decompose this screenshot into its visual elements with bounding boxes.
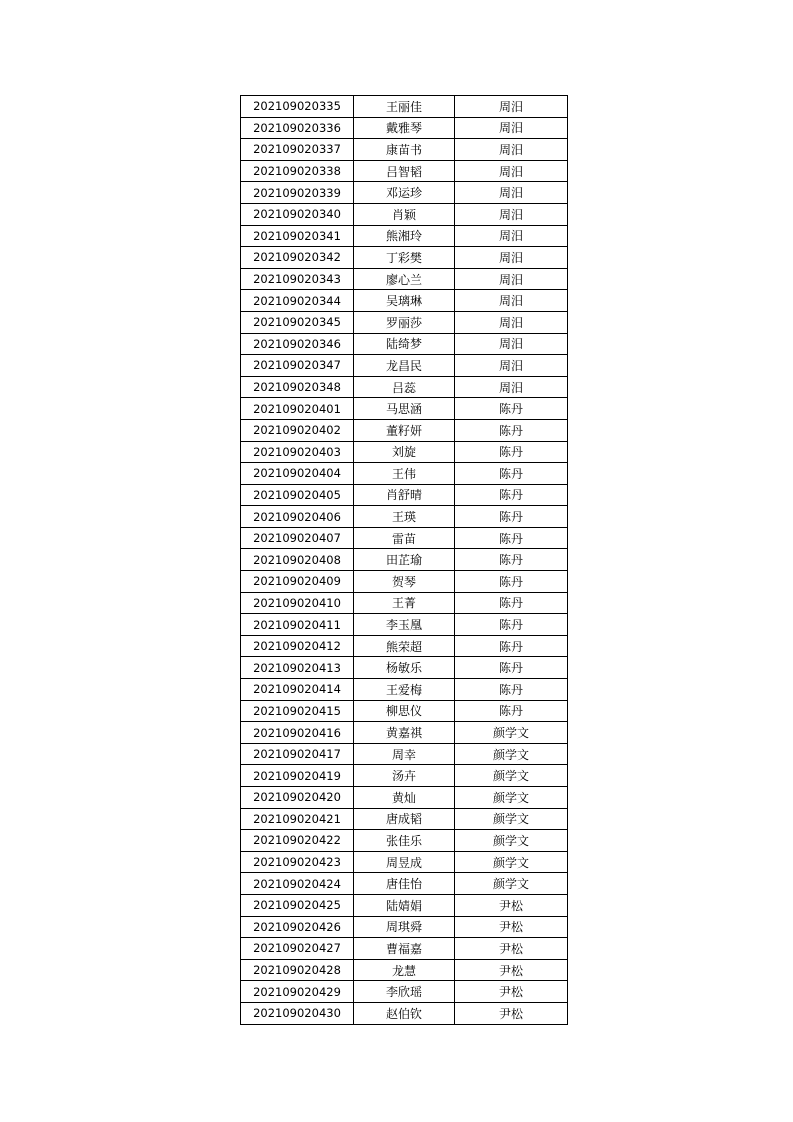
cell-name: 曹福嘉 xyxy=(354,938,455,960)
cell-name: 刘旋 xyxy=(354,441,455,463)
cell-id: 202109020343 xyxy=(241,268,354,290)
table-row xyxy=(241,527,568,549)
table-row xyxy=(241,765,568,787)
table-row xyxy=(241,333,568,355)
cell-id: 202109020341 xyxy=(241,225,354,247)
cell-name: 陆绮梦 xyxy=(354,333,455,355)
cell-teacher: 陈丹 xyxy=(455,679,568,701)
cell-id: 202109020406 xyxy=(241,506,354,528)
cell-teacher: 尹松 xyxy=(455,1002,568,1024)
table-row xyxy=(241,679,568,701)
cell-id: 202109020410 xyxy=(241,592,354,614)
table-row xyxy=(241,851,568,873)
table-row xyxy=(241,117,568,139)
cell-name: 唐佳怡 xyxy=(354,873,455,895)
table-row xyxy=(241,873,568,895)
cell-name: 王丽佳 xyxy=(354,96,455,118)
cell-teacher: 周汨 xyxy=(455,160,568,182)
table-row xyxy=(241,938,568,960)
cell-id: 202109020348 xyxy=(241,376,354,398)
cell-teacher: 陈丹 xyxy=(455,463,568,485)
cell-name: 王瑛 xyxy=(354,506,455,528)
table-row xyxy=(241,441,568,463)
cell-id: 202109020415 xyxy=(241,700,354,722)
cell-teacher: 周汨 xyxy=(455,290,568,312)
table-row xyxy=(241,355,568,377)
cell-teacher: 尹松 xyxy=(455,916,568,938)
table-row xyxy=(241,981,568,1003)
cell-id: 202109020420 xyxy=(241,787,354,809)
table-row xyxy=(241,463,568,485)
cell-id: 202109020422 xyxy=(241,830,354,852)
table-row xyxy=(241,571,568,593)
cell-name: 雷苗 xyxy=(354,527,455,549)
table-row xyxy=(241,549,568,571)
cell-id: 202109020414 xyxy=(241,679,354,701)
cell-teacher: 周汨 xyxy=(455,355,568,377)
cell-name: 熊荣超 xyxy=(354,635,455,657)
cell-name: 吕蕊 xyxy=(354,376,455,398)
cell-name: 肖颖 xyxy=(354,203,455,225)
table-row xyxy=(241,506,568,528)
cell-teacher: 陈丹 xyxy=(455,506,568,528)
cell-id: 202109020338 xyxy=(241,160,354,182)
table-row xyxy=(241,290,568,312)
cell-teacher: 周汨 xyxy=(455,139,568,161)
cell-id: 202109020401 xyxy=(241,398,354,420)
cell-teacher: 周汨 xyxy=(455,311,568,333)
cell-name: 吕智韬 xyxy=(354,160,455,182)
cell-name: 罗丽莎 xyxy=(354,311,455,333)
cell-id: 202109020427 xyxy=(241,938,354,960)
cell-id: 202109020405 xyxy=(241,484,354,506)
cell-id: 202109020416 xyxy=(241,722,354,744)
table-row xyxy=(241,182,568,204)
cell-id: 202109020429 xyxy=(241,981,354,1003)
cell-name: 田芷瑜 xyxy=(354,549,455,571)
cell-id: 202109020409 xyxy=(241,571,354,593)
table-row xyxy=(241,894,568,916)
table-row xyxy=(241,592,568,614)
table-row xyxy=(241,743,568,765)
cell-name: 丁彩樊 xyxy=(354,247,455,269)
cell-id: 202109020421 xyxy=(241,808,354,830)
cell-id: 202109020346 xyxy=(241,333,354,355)
table-row xyxy=(241,376,568,398)
cell-name: 马思涵 xyxy=(354,398,455,420)
cell-teacher: 周汨 xyxy=(455,96,568,118)
cell-id: 202109020339 xyxy=(241,182,354,204)
cell-teacher: 尹松 xyxy=(455,959,568,981)
table-row xyxy=(241,808,568,830)
cell-name: 周琪舜 xyxy=(354,916,455,938)
cell-id: 202109020430 xyxy=(241,1002,354,1024)
cell-teacher: 颜学文 xyxy=(455,743,568,765)
cell-name: 熊湘玲 xyxy=(354,225,455,247)
cell-name: 黄灿 xyxy=(354,787,455,809)
cell-teacher: 陈丹 xyxy=(455,635,568,657)
table-row xyxy=(241,96,568,118)
cell-name: 周幸 xyxy=(354,743,455,765)
cell-name: 陆婧娟 xyxy=(354,894,455,916)
cell-id: 202109020345 xyxy=(241,311,354,333)
cell-id: 202109020407 xyxy=(241,527,354,549)
table-row xyxy=(241,722,568,744)
cell-id: 202109020402 xyxy=(241,419,354,441)
cell-id: 202109020404 xyxy=(241,463,354,485)
table-row xyxy=(241,225,568,247)
cell-id: 202109020335 xyxy=(241,96,354,118)
table-row xyxy=(241,1002,568,1024)
cell-teacher: 颜学文 xyxy=(455,873,568,895)
cell-name: 肖舒晴 xyxy=(354,484,455,506)
cell-teacher: 颜学文 xyxy=(455,851,568,873)
cell-name: 李玉凰 xyxy=(354,614,455,636)
table-row xyxy=(241,830,568,852)
cell-id: 202109020425 xyxy=(241,894,354,916)
cell-teacher: 颜学文 xyxy=(455,808,568,830)
cell-teacher: 颜学文 xyxy=(455,787,568,809)
cell-name: 赵伯钦 xyxy=(354,1002,455,1024)
table-row xyxy=(241,916,568,938)
cell-teacher: 陈丹 xyxy=(455,527,568,549)
cell-id: 202109020423 xyxy=(241,851,354,873)
cell-teacher: 周汨 xyxy=(455,376,568,398)
cell-name: 康苗书 xyxy=(354,139,455,161)
table-row xyxy=(241,160,568,182)
cell-teacher: 周汨 xyxy=(455,182,568,204)
cell-teacher: 颜学文 xyxy=(455,830,568,852)
cell-id: 202109020342 xyxy=(241,247,354,269)
cell-name: 周昱成 xyxy=(354,851,455,873)
cell-name: 杨敏乐 xyxy=(354,657,455,679)
table-row xyxy=(241,398,568,420)
cell-id: 202109020344 xyxy=(241,290,354,312)
cell-id: 202109020403 xyxy=(241,441,354,463)
cell-name: 王菁 xyxy=(354,592,455,614)
cell-teacher: 尹松 xyxy=(455,981,568,1003)
table-row xyxy=(241,959,568,981)
cell-name: 王伟 xyxy=(354,463,455,485)
cell-name: 贺琴 xyxy=(354,571,455,593)
cell-name: 王爱梅 xyxy=(354,679,455,701)
cell-teacher: 陈丹 xyxy=(455,592,568,614)
cell-id: 202109020419 xyxy=(241,765,354,787)
table-row xyxy=(241,311,568,333)
student-table-body xyxy=(241,96,568,1025)
cell-id: 202109020412 xyxy=(241,635,354,657)
cell-id: 202109020408 xyxy=(241,549,354,571)
cell-teacher: 周汨 xyxy=(455,203,568,225)
cell-name: 邓运珍 xyxy=(354,182,455,204)
cell-name: 李欣瑶 xyxy=(354,981,455,1003)
cell-id: 202109020337 xyxy=(241,139,354,161)
cell-id: 202109020413 xyxy=(241,657,354,679)
cell-teacher: 周汨 xyxy=(455,225,568,247)
cell-teacher: 颜学文 xyxy=(455,765,568,787)
table-row xyxy=(241,247,568,269)
cell-name: 唐成韬 xyxy=(354,808,455,830)
table-row xyxy=(241,203,568,225)
cell-name: 柳思仪 xyxy=(354,700,455,722)
cell-name: 龙昌民 xyxy=(354,355,455,377)
cell-teacher: 陈丹 xyxy=(455,614,568,636)
cell-teacher: 尹松 xyxy=(455,938,568,960)
cell-teacher: 陈丹 xyxy=(455,549,568,571)
cell-teacher: 陈丹 xyxy=(455,484,568,506)
cell-name: 戴雅琴 xyxy=(354,117,455,139)
cell-teacher: 颜学文 xyxy=(455,722,568,744)
cell-id: 202109020336 xyxy=(241,117,354,139)
cell-teacher: 陈丹 xyxy=(455,657,568,679)
cell-teacher: 陈丹 xyxy=(455,419,568,441)
cell-teacher: 周汨 xyxy=(455,117,568,139)
cell-name: 汤卉 xyxy=(354,765,455,787)
cell-name: 廖心兰 xyxy=(354,268,455,290)
table-row xyxy=(241,635,568,657)
cell-name: 吴璃琳 xyxy=(354,290,455,312)
cell-teacher: 陈丹 xyxy=(455,700,568,722)
cell-id: 202109020428 xyxy=(241,959,354,981)
cell-teacher: 陈丹 xyxy=(455,398,568,420)
cell-name: 黄嘉祺 xyxy=(354,722,455,744)
table-row xyxy=(241,484,568,506)
student-table xyxy=(240,95,568,1025)
cell-teacher: 周汨 xyxy=(455,268,568,290)
cell-teacher: 尹松 xyxy=(455,894,568,916)
cell-id: 202109020417 xyxy=(241,743,354,765)
cell-name: 龙慧 xyxy=(354,959,455,981)
cell-teacher: 周汨 xyxy=(455,247,568,269)
table-row xyxy=(241,419,568,441)
cell-teacher: 陈丹 xyxy=(455,571,568,593)
table-row xyxy=(241,700,568,722)
cell-teacher: 陈丹 xyxy=(455,441,568,463)
cell-name: 张佳乐 xyxy=(354,830,455,852)
cell-id: 202109020424 xyxy=(241,873,354,895)
cell-teacher: 周汨 xyxy=(455,333,568,355)
cell-id: 202109020347 xyxy=(241,355,354,377)
cell-id: 202109020426 xyxy=(241,916,354,938)
cell-id: 202109020411 xyxy=(241,614,354,636)
cell-id: 202109020340 xyxy=(241,203,354,225)
table-row xyxy=(241,657,568,679)
table-row xyxy=(241,139,568,161)
table-row xyxy=(241,268,568,290)
table-row xyxy=(241,614,568,636)
cell-name: 董籽妍 xyxy=(354,419,455,441)
table-row xyxy=(241,787,568,809)
